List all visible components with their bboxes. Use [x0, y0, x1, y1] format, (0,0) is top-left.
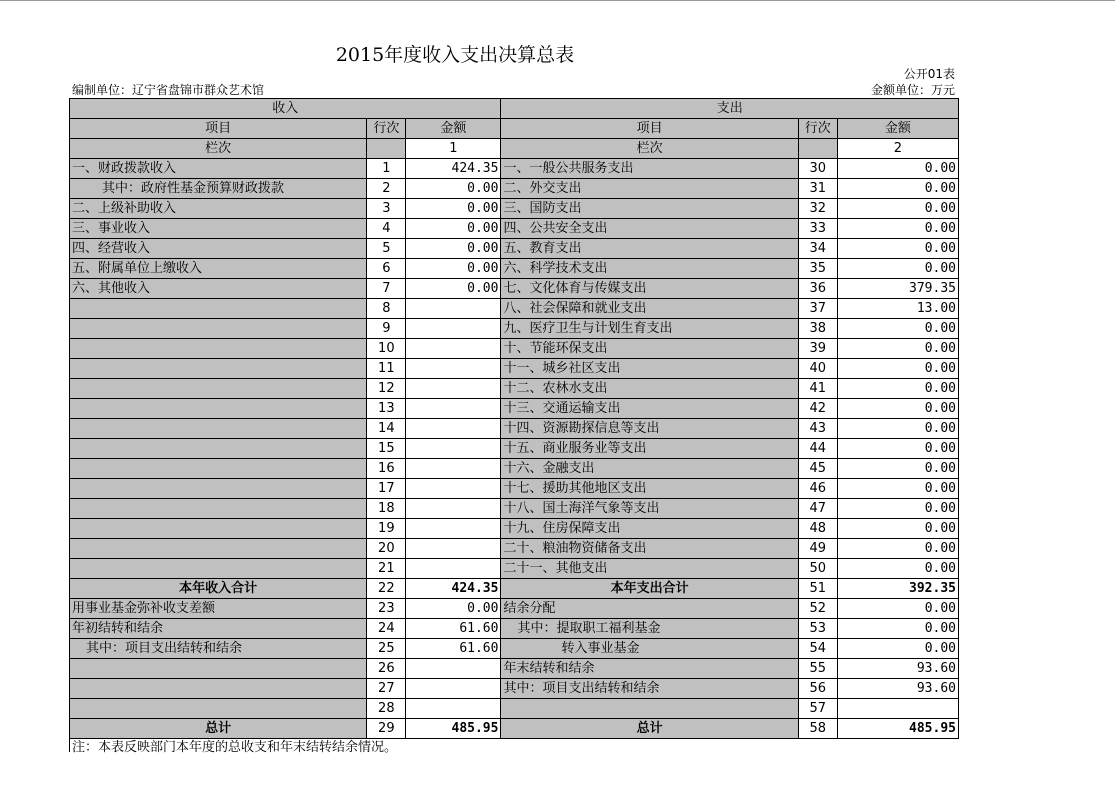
income-amount: [406, 559, 501, 579]
expense-row-no: 44: [798, 439, 837, 459]
header-row-columns: [70, 119, 959, 139]
table-row: [70, 219, 959, 239]
table-row: [70, 239, 959, 259]
income-item: 三、事业收入: [70, 219, 367, 239]
income-row-no: 1: [367, 159, 406, 179]
income-amount: [406, 679, 501, 699]
expense-amount: 0.00: [837, 439, 958, 459]
income-row-no: 10: [367, 339, 406, 359]
table-row: [70, 299, 959, 319]
income-row-no: 4: [367, 219, 406, 239]
expense-row-no: 56: [798, 679, 837, 699]
expense-row-no: 37: [798, 299, 837, 319]
income-row-no: 29: [367, 719, 406, 739]
table-row: [70, 579, 959, 599]
expense-row-no: 51: [798, 579, 837, 599]
expense-amount: 0.00: [837, 499, 958, 519]
expense-amount: [837, 699, 958, 719]
income-item: [70, 319, 367, 339]
expense-item: 二十一、其他支出: [501, 559, 798, 579]
income-amount-header: 金额: [406, 119, 501, 139]
expense-item: [501, 699, 798, 719]
expense-item: 结余分配: [501, 599, 798, 619]
income-item: [70, 519, 367, 539]
table-row: [70, 639, 959, 659]
table-row: [70, 279, 959, 299]
income-row-no: 27: [367, 679, 406, 699]
income-amount: [406, 379, 501, 399]
income-row-no: 17: [367, 479, 406, 499]
expense-item: 十二、农林水支出: [501, 379, 798, 399]
income-amount: 61.60: [406, 619, 501, 639]
income-amount: [406, 299, 501, 319]
header-row-col-index: [70, 139, 959, 159]
table-row: [70, 459, 959, 479]
expense-header: 支出: [501, 99, 959, 119]
expense-col-index: 2: [837, 139, 958, 159]
expense-item: 十三、交通运输支出: [501, 399, 798, 419]
income-rowno-header: 行次: [367, 119, 406, 139]
table-row: [70, 319, 959, 339]
form-number: 公开01表: [903, 67, 955, 81]
expense-row-no: 55: [798, 659, 837, 679]
table-row: [70, 339, 959, 359]
expense-row-no: 54: [798, 639, 837, 659]
income-item: 一、财政拨款收入: [70, 159, 367, 179]
income-amount: [406, 499, 501, 519]
table-row: [70, 199, 959, 219]
expense-item: 十四、资源勘探信息等支出: [501, 419, 798, 439]
income-item: 本年收入合计: [70, 579, 367, 599]
expense-item: 其中：项目支出结转和结余: [501, 679, 798, 699]
income-item: [70, 699, 367, 719]
expense-amount: 0.00: [837, 639, 958, 659]
expense-amount: 0.00: [837, 179, 958, 199]
expense-row-no: 45: [798, 459, 837, 479]
income-row-no: 5: [367, 239, 406, 259]
income-row-no: 11: [367, 359, 406, 379]
expense-row-no: 39: [798, 339, 837, 359]
income-amount: 0.00: [406, 199, 501, 219]
expense-amount: 0.00: [837, 619, 958, 639]
expense-amount: 0.00: [837, 359, 958, 379]
table-row: [70, 519, 959, 539]
expense-row-no: 58: [798, 719, 837, 739]
expense-item: 十七、援助其他地区支出: [501, 479, 798, 499]
expense-row-no: 36: [798, 279, 837, 299]
expense-row-no: 32: [798, 199, 837, 219]
expense-item: 十五、商业服务业等支出: [501, 439, 798, 459]
income-item: 总计: [70, 719, 367, 739]
expense-amount: 0.00: [837, 339, 958, 359]
income-item: [70, 439, 367, 459]
expense-row-no: 57: [798, 699, 837, 719]
expense-amount: 392.35: [837, 579, 958, 599]
income-row-no: 19: [367, 519, 406, 539]
income-amount: [406, 539, 501, 559]
income-item: [70, 479, 367, 499]
table-row: [70, 499, 959, 519]
budget-table: [69, 98, 959, 739]
amount-unit: 金额单位：万元: [870, 83, 955, 97]
income-amount: 0.00: [406, 599, 501, 619]
expense-item: 九、医疗卫生与计划生育支出: [501, 319, 798, 339]
expense-item: 八、社会保障和就业支出: [501, 299, 798, 319]
expense-row-no: 43: [798, 419, 837, 439]
expense-item: 十八、国土海洋气象等支出: [501, 499, 798, 519]
expense-row-no: 52: [798, 599, 837, 619]
expense-item: 七、文化体育与传媒支出: [501, 279, 798, 299]
income-item: 五、附属单位上缴收入: [70, 259, 367, 279]
income-amount: [406, 699, 501, 719]
income-amount: 61.60: [406, 639, 501, 659]
table-row: [70, 419, 959, 439]
expense-item: 五、教育支出: [501, 239, 798, 259]
expense-item: 年末结转和结余: [501, 659, 798, 679]
income-amount: 0.00: [406, 279, 501, 299]
income-item: 其中：政府性基金预算财政拨款: [70, 179, 367, 199]
expense-row-no: 38: [798, 319, 837, 339]
header-row-section: [70, 99, 959, 119]
expense-item: 本年支出合计: [501, 579, 798, 599]
income-row-no: 25: [367, 639, 406, 659]
income-amount: [406, 459, 501, 479]
table-row: [70, 359, 959, 379]
income-row-no: 22: [367, 579, 406, 599]
expense-amount: 0.00: [837, 419, 958, 439]
income-item: [70, 379, 367, 399]
expense-row-no: 34: [798, 239, 837, 259]
income-amount: [406, 519, 501, 539]
expense-amount: 0.00: [837, 559, 958, 579]
expense-item: 十、节能环保支出: [501, 339, 798, 359]
expense-item: 十九、住房保障支出: [501, 519, 798, 539]
expense-amount: 0.00: [837, 599, 958, 619]
income-row-no: 21: [367, 559, 406, 579]
income-row-no: 6: [367, 259, 406, 279]
income-item: [70, 339, 367, 359]
income-col-empty: [367, 139, 406, 159]
expense-amount: 0.00: [837, 259, 958, 279]
expense-row-no: 41: [798, 379, 837, 399]
table-row: [70, 399, 959, 419]
expense-amount: 13.00: [837, 299, 958, 319]
income-item: 四、经营收入: [70, 239, 367, 259]
expense-item: 其中：提取职工福利基金: [501, 619, 798, 639]
table-row: [70, 539, 959, 559]
expense-amount: 0.00: [837, 459, 958, 479]
expense-amount: 485.95: [837, 719, 958, 739]
income-item: 二、上级补助收入: [70, 199, 367, 219]
expense-row-no: 40: [798, 359, 837, 379]
income-header: 收入: [70, 99, 501, 119]
expense-row-no: 48: [798, 519, 837, 539]
income-amount: [406, 419, 501, 439]
income-row-no: 3: [367, 199, 406, 219]
expense-item: 总计: [501, 719, 798, 739]
expense-row-no: 47: [798, 499, 837, 519]
income-row-no: 12: [367, 379, 406, 399]
expense-col-empty: [798, 139, 837, 159]
expense-amount: 0.00: [837, 479, 958, 499]
income-item: [70, 559, 367, 579]
expense-amount: 0.00: [837, 239, 958, 259]
table-row: [70, 699, 959, 719]
expense-amount: 0.00: [837, 219, 958, 239]
income-row-no: 9: [367, 319, 406, 339]
income-amount: 0.00: [406, 179, 501, 199]
table-row: [70, 599, 959, 619]
expense-item: 三、国防支出: [501, 199, 798, 219]
income-amount: 424.35: [406, 159, 501, 179]
income-item: [70, 419, 367, 439]
income-col-index: 1: [406, 139, 501, 159]
income-item: [70, 659, 367, 679]
expense-amount: 0.00: [837, 319, 958, 339]
income-row-no: 15: [367, 439, 406, 459]
expense-amount-header: 金额: [837, 119, 958, 139]
expense-col-label: 栏次: [501, 139, 798, 159]
report-title: 2015年度收入支出决算总表: [335, 44, 575, 66]
income-row-no: 2: [367, 179, 406, 199]
expense-row-no: 33: [798, 219, 837, 239]
income-row-no: 23: [367, 599, 406, 619]
expense-item: 六、科学技术支出: [501, 259, 798, 279]
expense-row-no: 50: [798, 559, 837, 579]
income-row-no: 13: [367, 399, 406, 419]
expense-row-no: 31: [798, 179, 837, 199]
income-amount: [406, 359, 501, 379]
expense-item: 十六、金融支出: [501, 459, 798, 479]
income-item: 用事业基金弥补收支差额: [70, 599, 367, 619]
footnote: 注：本表反映部门本年度的总收支和年末结转结余情况。: [72, 740, 398, 755]
income-item: [70, 679, 367, 699]
expense-row-no: 53: [798, 619, 837, 639]
income-amount: [406, 339, 501, 359]
organization: 编制单位：辽宁省盘锦市群众艺术馆: [72, 83, 265, 97]
expense-row-no: 30: [798, 159, 837, 179]
income-item: 六、其他收入: [70, 279, 367, 299]
expense-item: 四、公共安全支出: [501, 219, 798, 239]
income-item-header: 项目: [70, 119, 367, 139]
income-row-no: 16: [367, 459, 406, 479]
income-amount: 424.35: [406, 579, 501, 599]
income-item: [70, 459, 367, 479]
income-row-no: 8: [367, 299, 406, 319]
table-row: [70, 179, 959, 199]
table-row: [70, 479, 959, 499]
expense-amount: 0.00: [837, 379, 958, 399]
income-item: 其中：项目支出结转和结余: [70, 639, 367, 659]
expense-amount: 0.00: [837, 399, 958, 419]
expense-amount: 0.00: [837, 199, 958, 219]
income-amount: 0.00: [406, 239, 501, 259]
income-row-no: 7: [367, 279, 406, 299]
expense-rowno-header: 行次: [798, 119, 837, 139]
table-row: [70, 679, 959, 699]
income-item: [70, 539, 367, 559]
income-row-no: 20: [367, 539, 406, 559]
income-amount: 0.00: [406, 259, 501, 279]
income-item: [70, 399, 367, 419]
table-row: [70, 379, 959, 399]
top-border: [0, 0, 1115, 1]
income-row-no: 24: [367, 619, 406, 639]
income-amount: [406, 439, 501, 459]
income-row-no: 14: [367, 419, 406, 439]
expense-item: 一、一般公共服务支出: [501, 159, 798, 179]
expense-amount: 93.60: [837, 659, 958, 679]
expense-row-no: 46: [798, 479, 837, 499]
expense-item: 二十、粮油物资储备支出: [501, 539, 798, 559]
income-row-no: 28: [367, 699, 406, 719]
income-col-label: 栏次: [70, 139, 367, 159]
expense-amount: 0.00: [837, 539, 958, 559]
table-row: [70, 559, 959, 579]
income-amount: [406, 659, 501, 679]
expense-row-no: 49: [798, 539, 837, 559]
expense-amount: 379.35: [837, 279, 958, 299]
income-amount: 485.95: [406, 719, 501, 739]
income-row-no: 26: [367, 659, 406, 679]
income-item: [70, 299, 367, 319]
income-amount: [406, 399, 501, 419]
expense-row-no: 35: [798, 259, 837, 279]
income-amount: [406, 479, 501, 499]
table-row: [70, 659, 959, 679]
income-item: [70, 499, 367, 519]
income-amount: 0.00: [406, 219, 501, 239]
expense-item: 转入事业基金: [501, 639, 798, 659]
expense-amount: 0.00: [837, 519, 958, 539]
table-row: [70, 439, 959, 459]
income-amount: [406, 319, 501, 339]
note-left-border: [69, 734, 70, 752]
expense-item: 二、外交支出: [501, 179, 798, 199]
income-row-no: 18: [367, 499, 406, 519]
table-body: [70, 159, 959, 739]
expense-amount: 93.60: [837, 679, 958, 699]
table-row: [70, 619, 959, 639]
expense-item: 十一、城乡社区支出: [501, 359, 798, 379]
table-row: [70, 259, 959, 279]
income-item: [70, 359, 367, 379]
income-item: 年初结转和结余: [70, 619, 367, 639]
expense-item-header: 项目: [501, 119, 798, 139]
expense-amount: 0.00: [837, 159, 958, 179]
expense-row-no: 42: [798, 399, 837, 419]
table-row: [70, 159, 959, 179]
